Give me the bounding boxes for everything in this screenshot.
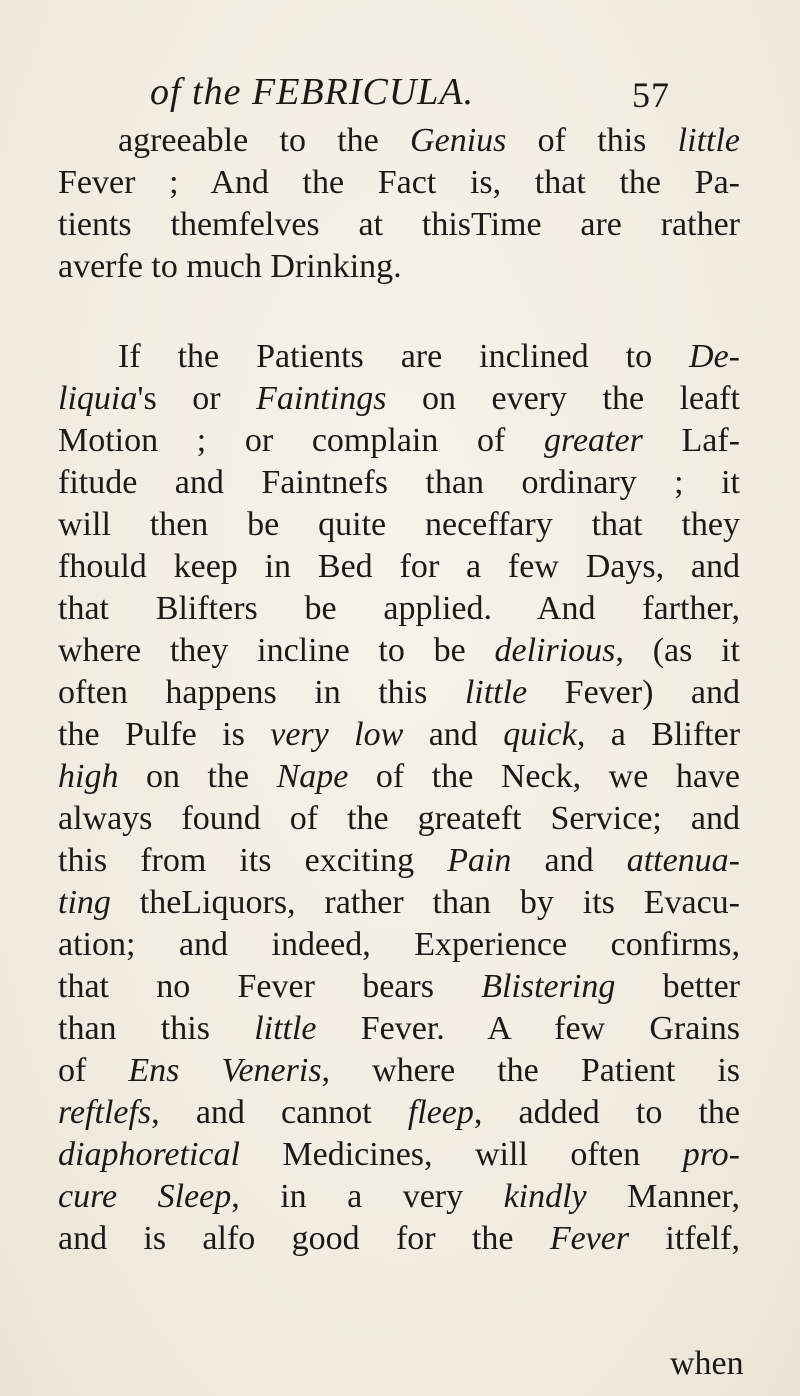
- text-run: will then be quite neceffary that they: [58, 506, 740, 543]
- text-run: that no Fever bears: [58, 968, 482, 1005]
- italic-run: kindly: [503, 1178, 587, 1215]
- text-run: Medicines, will often: [239, 1136, 683, 1173]
- text-run: , a Blifter: [576, 716, 741, 753]
- text-run: Fever. A few Grains: [316, 1010, 740, 1047]
- italic-run: high: [58, 758, 119, 795]
- text-run: ation; and indeed, Experience confirms,: [58, 926, 740, 963]
- italic-run: attenua-: [626, 842, 740, 879]
- text-line: [58, 588, 740, 630]
- text-run: , where the Patient is: [321, 1052, 740, 1089]
- text-run: itfelf,: [629, 1220, 741, 1257]
- text-line: [58, 120, 740, 162]
- italic-run: De-: [689, 338, 740, 375]
- italic-run: greater: [543, 422, 643, 459]
- text-run: that Blifters be applied. And farther,: [58, 590, 740, 627]
- text-run: often happens in this: [58, 674, 465, 711]
- italic-run: delirious: [494, 632, 616, 669]
- italic-run: Nape: [276, 758, 349, 795]
- text-run: Motion ; or complain of: [58, 422, 544, 459]
- text-line: [58, 246, 740, 288]
- text-run: and: [511, 842, 627, 879]
- italic-run: Blistering: [481, 968, 616, 1005]
- italic-run: reftlefs: [58, 1094, 152, 1131]
- italic-run: pro-: [682, 1136, 740, 1173]
- text-run: the Pulfe is: [58, 716, 271, 753]
- text-run: than this: [58, 1010, 255, 1047]
- italic-run: Faintings: [256, 380, 387, 417]
- italic-run: Ens Veneris: [128, 1052, 322, 1089]
- text-run: Laf-: [642, 422, 740, 459]
- italic-run: Pain: [447, 842, 512, 879]
- text-line: [58, 1092, 740, 1134]
- body-text: [58, 120, 740, 1260]
- text-line: [58, 714, 740, 756]
- text-line: [58, 672, 740, 714]
- text-run: of the Neck, we have: [348, 758, 740, 795]
- running-head-title: of the FEBRICULA.: [150, 71, 475, 113]
- text-line: [58, 162, 740, 204]
- text-run: on the: [118, 758, 277, 795]
- text-run: 's or: [137, 380, 257, 417]
- italic-run: very low: [270, 716, 404, 753]
- text-run: on every the leaft: [386, 380, 740, 417]
- text-line: [58, 420, 740, 462]
- text-line: [58, 504, 740, 546]
- text-run: always found of the greateft Service; and: [58, 800, 740, 837]
- italic-run: little: [254, 1010, 317, 1047]
- italic-run: Fever: [549, 1220, 630, 1257]
- text-line: [58, 336, 740, 378]
- text-run: better: [615, 968, 740, 1005]
- text-run: , (as it: [615, 632, 740, 669]
- text-run: theLiquors, rather than by its Evacu-: [110, 884, 740, 921]
- text-run: If the Patients are inclined to: [118, 338, 690, 375]
- italic-run: Genius: [410, 122, 507, 159]
- text-line: [58, 924, 740, 966]
- text-run: averfe to much Drinking.: [58, 248, 402, 285]
- italic-run: cure Sleep: [58, 1178, 232, 1215]
- italic-run: quick: [503, 716, 577, 753]
- italic-run: liquia: [58, 380, 138, 417]
- italic-run: fleep: [407, 1094, 474, 1131]
- text-run: Fever ; And the Fact is, that the Pa-: [58, 164, 740, 201]
- text-line: [58, 630, 740, 672]
- italic-run: diaphoretical: [58, 1136, 240, 1173]
- text-run: this from its exciting: [58, 842, 448, 879]
- text-run: fhould keep in Bed for a few Days, and: [58, 548, 740, 585]
- text-line: [58, 882, 740, 924]
- text-run: , added to the: [473, 1094, 741, 1131]
- text-run: , and cannot: [151, 1094, 408, 1131]
- paragraph-2: [58, 336, 740, 1260]
- text-line: [58, 462, 740, 504]
- text-line: [58, 1050, 740, 1092]
- text-line: [58, 840, 740, 882]
- text-run: tients themfelves at thisTime are rather: [58, 206, 740, 243]
- paragraph-gap: [58, 288, 740, 336]
- text-run: , in a very: [231, 1178, 504, 1215]
- italic-run: little: [677, 122, 740, 159]
- text-run: of: [58, 1052, 129, 1089]
- text-line: [58, 798, 740, 840]
- text-line: [58, 1218, 740, 1260]
- catchword: when: [670, 1345, 744, 1382]
- text-run: agreeable to the: [118, 122, 411, 159]
- text-line: [58, 546, 740, 588]
- text-run: fitude and Faintnefs than ordinary ; it: [58, 464, 740, 501]
- paragraph-1: [58, 120, 740, 288]
- text-line: [58, 1176, 740, 1218]
- text-run: and: [403, 716, 504, 753]
- text-line: [58, 378, 740, 420]
- text-line: [58, 1008, 740, 1050]
- text-run: Fever) and: [527, 674, 740, 711]
- text-run: of this: [506, 122, 678, 159]
- text-line: [58, 204, 740, 246]
- page-number: 57: [632, 75, 670, 115]
- italic-run: ting: [58, 884, 111, 921]
- running-head: [150, 70, 670, 120]
- text-run: and is alfo good for the: [58, 1220, 550, 1257]
- italic-run: little: [464, 674, 528, 711]
- text-line: [58, 756, 740, 798]
- text-run: where they incline to be: [58, 632, 495, 669]
- text-run: Manner,: [586, 1178, 740, 1215]
- text-line: [58, 966, 740, 1008]
- text-line: [58, 1134, 740, 1176]
